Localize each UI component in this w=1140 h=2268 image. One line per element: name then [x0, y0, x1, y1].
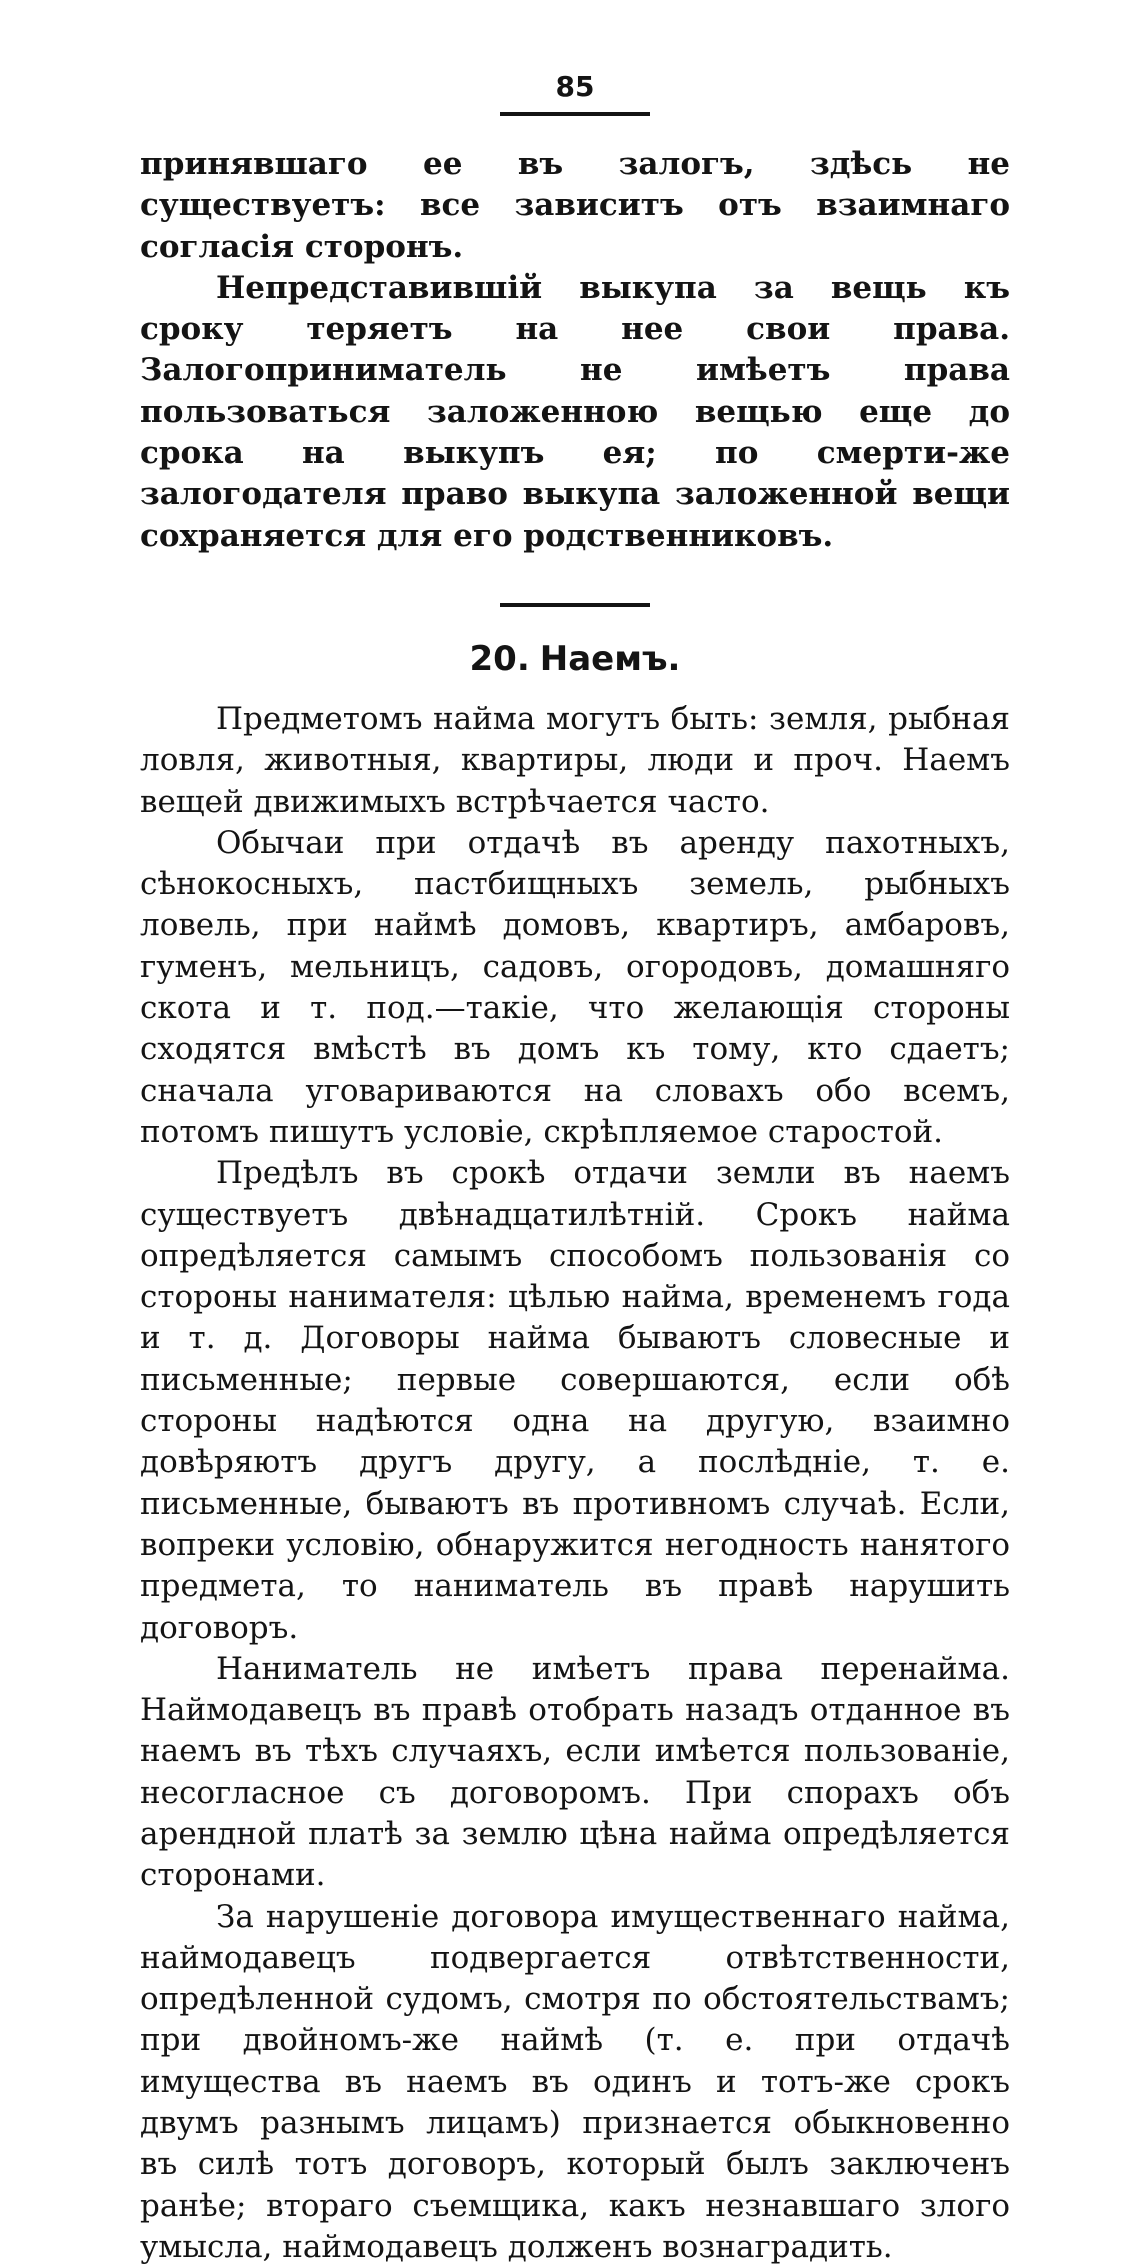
page-number: 85: [500, 70, 650, 116]
book-page: [140, 70, 1010, 2268]
intro-paragraph-2: Непредставившій выкупа за вещь къ сроку теряетъ на нее свои права. Залогоприниматель не имѣетъ права пользоваться заложенною вещью еще до срока на выкупъ ея; по смерти-же залогодателя право выкупа заложенной вещи сохраняется для его родственниковъ.: [140, 269, 1010, 554]
section-paragraph-4: Наниматель не имѣетъ права перенайма. Наймодавецъ въ правѣ отобрать назадъ отданное въ наемъ въ тѣхъ случаяхъ, если имѣется пользованіе, несогласное съ договоромъ. При спорахъ объ арендной платѣ за землю цѣна найма опредѣляется сторонами.: [140, 1650, 1010, 1894]
section-text-block: [140, 699, 1010, 2268]
section-paragraph-2: Обычаи при отдачѣ въ аренду пахотныхъ, сѣнокосныхъ, пастбищныхъ земель, рыбныхъ ловель, при наймѣ домовъ, квартиръ, амбаровъ, гуменъ, мельницъ, садовъ, огородовъ, домашняго скота и т. под.—такіе, что желающія стороны сходятся вмѣстѣ въ домъ къ тому, кто сдаетъ; сначала уговариваются на словахъ обо всемъ, потомъ пишутъ условіе, скрѣпляемое старостой.: [140, 824, 1010, 1150]
section-paragraph-1: Предметомъ найма могутъ быть: земля, рыбная ловля, животныя, квартиры, люди и проч. Наемъ вещей движимыхъ встрѣчается часто.: [140, 700, 1010, 820]
intro-text-block: [140, 144, 1010, 557]
section-paragraph-3: Предѣлъ въ срокѣ отдачи земли въ наемъ существуетъ двѣнадцатилѣтній. Срокъ найма опредѣляется самымъ способомъ пользованія со стороны нанимателя: цѣлью найма, временемъ года и т. д. Договоры найма бываютъ словесные и письменные; первые совершаются, если обѣ стороны надѣются одна на другую, взаимно довѣряютъ другъ другу, а послѣдніе, т. е. письменные, бываютъ въ противномъ случаѣ. Если, вопреки условію, обнаружится негодность нанятого предмета, то наниматель въ правѣ нарушить договоръ.: [140, 1155, 1010, 1646]
section-number: 20.: [469, 638, 530, 679]
section-paragraph-5: За нарушеніе договора имущественнаго найма, наймодавецъ подвергается отвѣтственности, опредѣленной судомъ, смотря по обстоятельствамъ; при двойномъ-же наймѣ (т. е. при отдачѣ имущества въ наемъ въ одинъ и тотъ-же срокъ двумъ разнымъ лицамъ) признается обыкновенно въ силѣ тотъ договоръ, который былъ заключенъ ранѣе; втораго съемщика, какъ незнавшаго злого умысла, наймодавецъ долженъ вознаградить.: [140, 1898, 1010, 2265]
section-heading: [140, 639, 1010, 679]
intro-paragraph-1: принявшаго ее въ залогъ, здѣсь не существуетъ: все зависитъ отъ взаимнаго согласія сторонъ.: [140, 146, 1010, 265]
section-title: Наемъ.: [539, 638, 681, 679]
section-divider: [500, 603, 650, 607]
